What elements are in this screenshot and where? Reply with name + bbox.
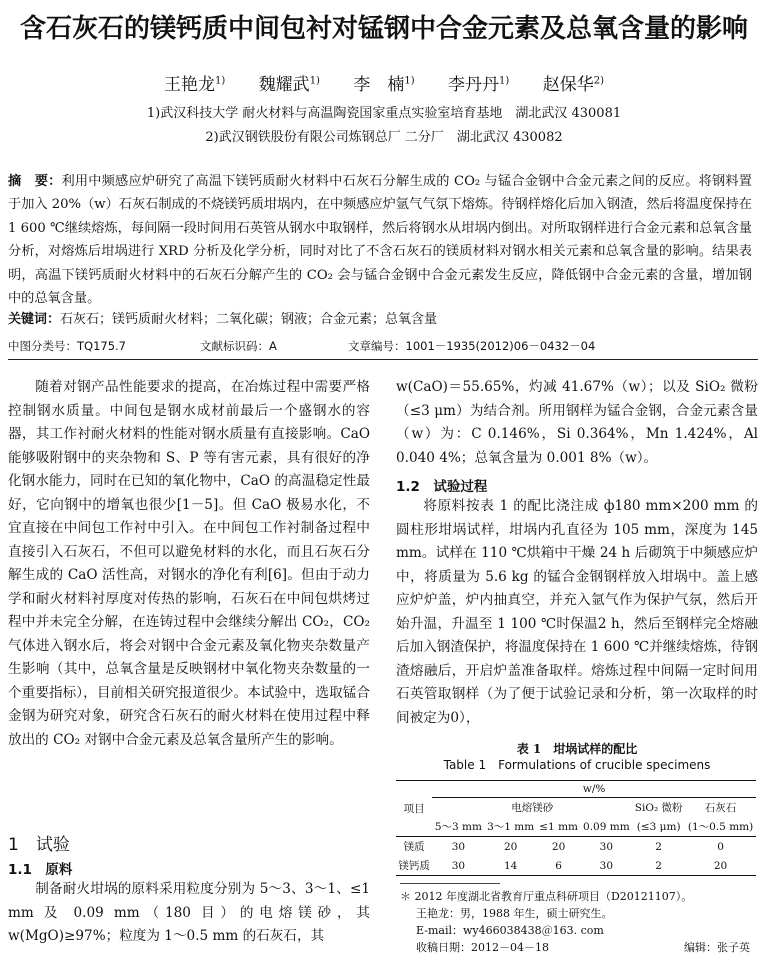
author: 魏耀武$^{1)}$ (258, 75, 320, 95)
affiliation-2: 2)武汉钢铁股份有限公司炼钢总厂 二分厂 湖北武汉 430082 (205, 130, 563, 145)
right-column (396, 376, 758, 470)
table-caption-cn: 表 1 坩埚试样的配比 (516, 742, 638, 756)
keywords-label: 关键词： (8, 312, 61, 327)
table-subheader: (1～0.5 mm) (687, 821, 754, 833)
footnote-divider (400, 883, 500, 884)
table-unit: w/% (582, 783, 606, 795)
section-heading-1-2: 1.2 试验过程 (396, 479, 488, 495)
table-row: 镁质 30 20 20 30 2 0 (403, 840, 724, 853)
keywords (8, 308, 752, 327)
clc-number: 中图分类号：TQ175.7 (8, 339, 126, 353)
abstract-label: 摘 要： (8, 174, 62, 189)
page-title: 含石灰石的镁钙质中间包衬对锰钢中合金元素及总氧含量的影响 (19, 14, 748, 44)
editor-note: 编辑：张子英 (684, 941, 750, 954)
procedure-block (396, 495, 758, 730)
table-header-group: 电熔镁砂 (511, 802, 554, 814)
table-subheader: 5～3 mm (434, 821, 482, 833)
author-list (0, 70, 768, 95)
section-heading-1-1: 1.1 原料 (8, 862, 73, 878)
table-subheader: 0.09 mm (583, 820, 630, 833)
procedure-paragraph: 将原料按表 1 的配比浇注成 ф180 mm×200 mm 的圆柱形坩埚试样，坩埚内孔直径为 105 mm，深度为 145 mm。试样在 110 ℃烘箱中干燥 24 h 后砌筑于中频感应炉中，将质量为 5.6 kg 的锰合金钢钢样放入坩埚中。盖上感应炉炉盖，炉内抽真空，并充入氩气作为保护气氛，然后开始升温，升温至 1 100 ℃时保温2 h，然后至钢样完全熔融后加入钢渣保护，将温度保持在 1 600 ℃并继续熔炼，待钢渣熔融后，开启炉盖准备取样。熔炼过程中间隔一定时间用石英管取钢样（为了便于试验记录和分析，第一次取样的时间被定为0）， (396, 498, 758, 726)
intro-paragraph: 随着对钢产品性能要求的提高，在冶炼过程中需要严格控制钢水质量。中间包是钢水成材前最后一个盛钢水的容器，其工作衬耐火材料的性能对钢水质量有直接影响。CaO 能够吸附钢中的夹杂物和 S、P 等有害元素，具有很好的净化钢水能力，同时在已知的氧化物中，CaO 的高温稳定性最好，它向钢中的增氧也很少[1－5]。但 CaO 极易水化，不宜直接在中间包工作衬中引入。在中间包工作衬制备过程中直接引入石灰石，不但可以避免材料的水化，而且石灰石分解生成的 CaO 活性高，对钢水的净化有利[6]。但由于动力学和耐火材料衬厚度对传热的影响，石灰石在中间包烘烤过程中并未完全分解，在连铸过程中会继续分解出 CO₂，CO₂ 气体进入钢水后，将会对钢中合金元素及氧化物夹杂数量产生影响（其中，总氧含量是反映钢材中氧化物夹杂数量的一个重要指标），目前相关研究报道很少。本试验中，选取锰合金钢为研究对象，研究含石灰石的耐火材料在使用过程中释放出的 CO₂ 对钢中合金元素及总氧含量所产生的影响。 (8, 379, 370, 748)
abstract (8, 170, 752, 310)
materials-paragraph-block (8, 878, 370, 949)
left-column (8, 376, 370, 752)
affiliation-1: 1)武汉科技大学 耐火材料与高温陶瓷国家重点实验室培育基地 湖北武汉 430081 (146, 106, 622, 121)
article-number: 文章编号：1001－1935(2012)06－0432－04 (348, 339, 596, 353)
table-caption-en: Table 1 Formulations of crucible specimens (443, 758, 711, 772)
section-heading-1: 1 试验 (8, 835, 70, 855)
table-header-item: 项目 (396, 781, 432, 837)
keywords-text: 石灰石；镁钙质耐火材料；二氧化碳；钢液；合金元素；总氧含量 (60, 312, 438, 327)
author: 王艳龙$^{1)}$ (164, 75, 226, 95)
table-subheader: ≤1 mm (539, 820, 578, 833)
footnote-received: 收稿日期：2012－04－18 (416, 941, 549, 954)
footnote: ＊ 2012 年度湖北省教育厅重点科研项目（D20121107）。 王艳龙：男，1988 年生，硕士研究生。 E-mail：wy466038438＠163. com 收稿日期：2012－04－18 (400, 890, 693, 954)
table-subheader: 3～1 mm (487, 821, 535, 833)
author: 赵保华$^{2)}$ (542, 75, 604, 95)
document-code: 文献标识码：A (200, 339, 277, 353)
footnote-email: E-mail：wy466038438＠163. com (416, 924, 604, 937)
table-subheader: (≤3 μm) (636, 820, 681, 833)
abstract-text: 利用中频感应炉研究了高温下镁钙质耐火材料中石灰石分解生成的 CO₂ 与锰合金钢中合金元素之间的反应。将钢料置于加入 20%（w）石灰石制成的不烧镁钙质坩埚内，在中频感应炉氩气气氛下熔炼。待钢样熔化后加入钢渣，然后将温度保持在 1 600 ℃继续熔炼，每间隔一段时间用石英管从钢水中取钢样，然后将钢水从坩埚内倒出。对所取钢样进行合金元素和总氧含量分析，对熔炼后坩埚进行 XRD 分析及化学分析，同时对比了不含石灰石的镁质材料对钢水相关元素和总氧含量的影响。结果表明，高温下镁钙质耐火材料中的石灰石分解产生的 CO₂ 会与锰合金钢中合金元素发生反应，降低钢中合金元素的含量，增加钢中的总氧含量。 (8, 174, 752, 307)
table-header-limestone: 石灰石 (704, 802, 737, 814)
materials-continued: w(CaO)＝55.65%，灼减 41.67%（w）；以及 SiO₂ 微粉（≤3 μm）为结合剂。所用钢样为锰合金钢，合金元素含量（w）为：C 0.146%，Si 0.364%，Mn 1.424%，Al 0.040 4%；总氧含量为 0.001 8%（w）。 (396, 379, 758, 466)
formulation-table (396, 780, 756, 876)
header-divider (8, 359, 758, 360)
table-header-silica: SiO₂ 微粉 (634, 802, 683, 814)
table-row: 镁钙质 30 14 6 30 2 20 (396, 856, 756, 876)
author: 李 楠$^{1)}$ (353, 75, 415, 95)
footnote-funding: 2012 年度湖北省教育厅重点科研项目（D20121107）。 (414, 890, 693, 903)
author: 李丹丹$^{1)}$ (448, 75, 510, 95)
materials-paragraph: 制备耐火坩埚的原料采用粒度分别为 5～3、3～1、≤1 mm 及 0.09 mm（180 目）的电熔镁砂，其 w(MgO)≥97%；粒度为 1～0.5 mm 的石灰石，其 (8, 881, 370, 944)
footnote-author: 王艳龙：男，1988 年生，硕士研究生。 (416, 907, 613, 920)
